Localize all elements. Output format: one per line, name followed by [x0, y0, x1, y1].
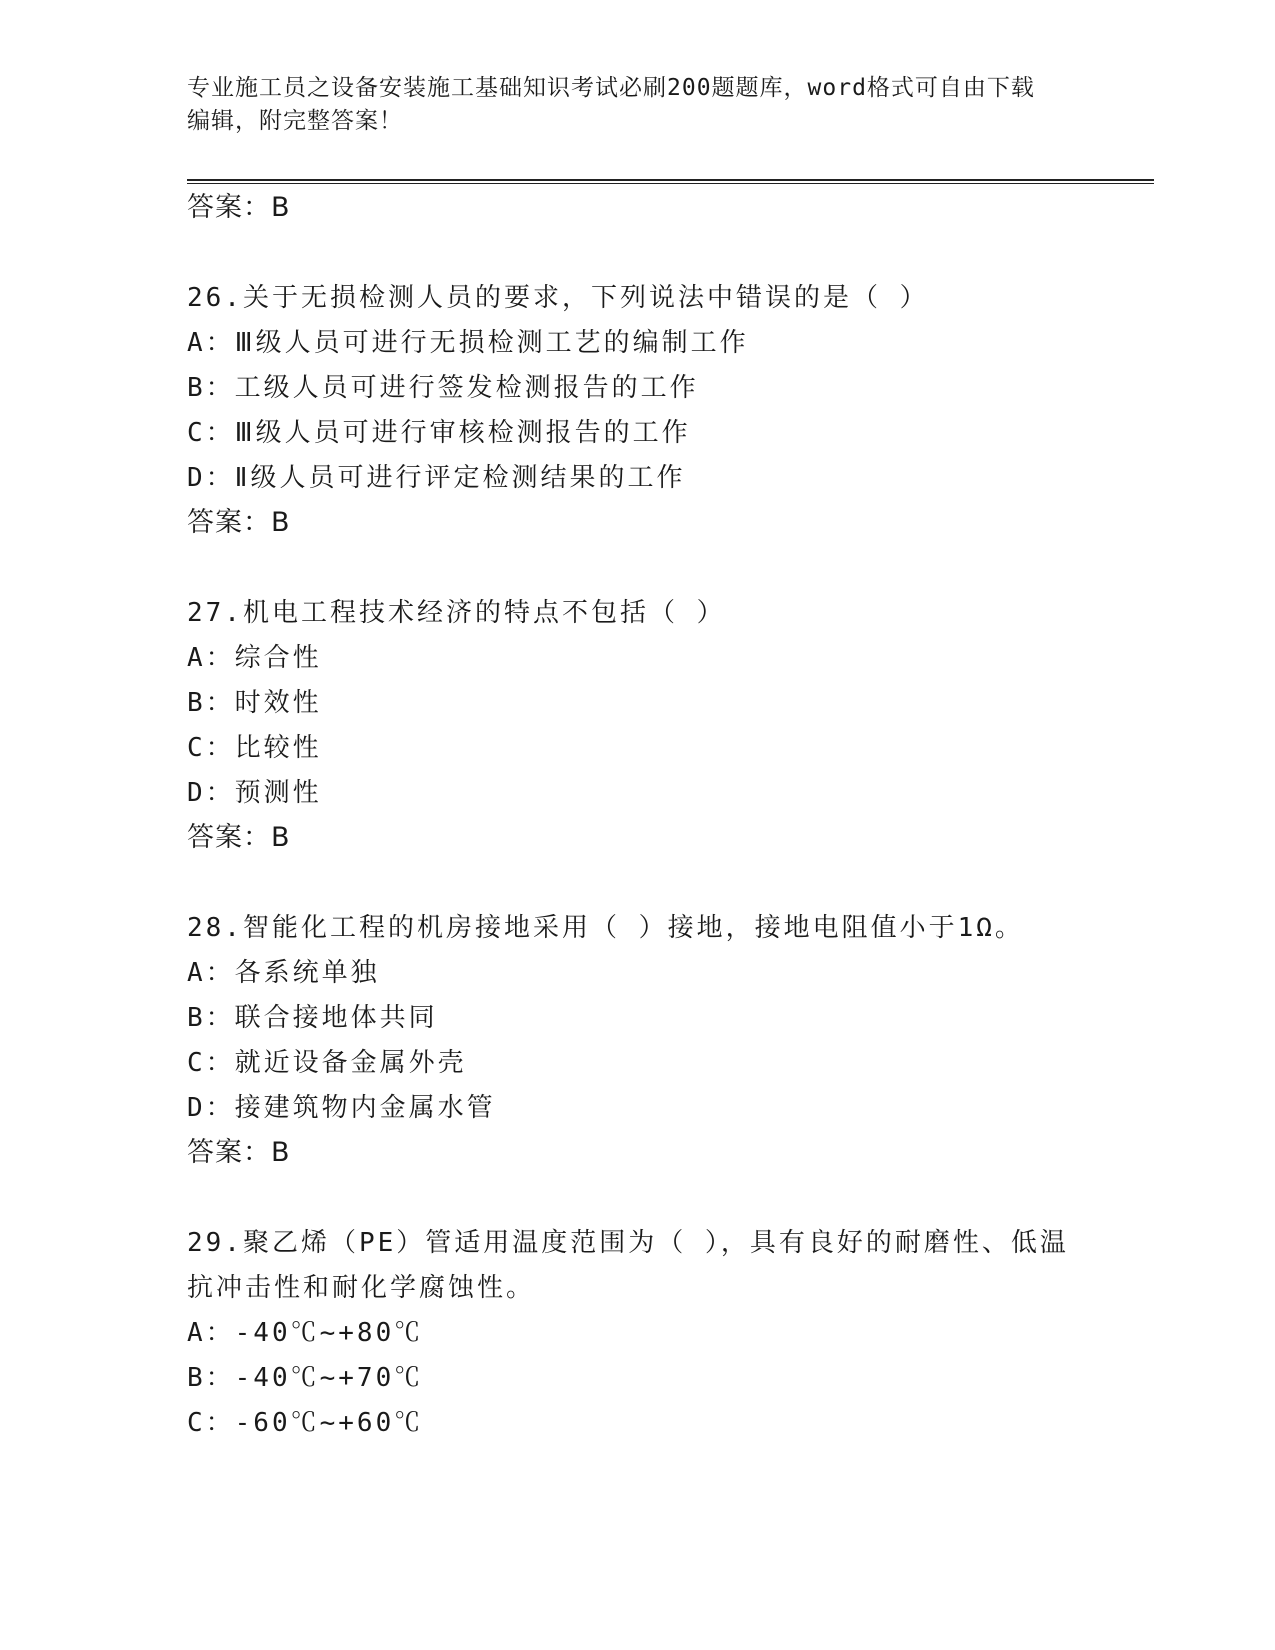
- question-28-answer: 答案：B: [187, 1137, 291, 1168]
- question-29-option-b: B：-40℃~+70℃: [187, 1363, 424, 1393]
- question-27-stem: 27.机电工程技术经济的特点不包括（ ）: [187, 598, 726, 628]
- question-29-option-a: A：-40℃~+80℃: [187, 1318, 424, 1348]
- header-line-2: 编辑，附完整答案！: [187, 108, 403, 134]
- page-header: [187, 72, 1067, 138]
- question-28-option-a: A：各系统单独: [187, 958, 380, 988]
- question-29-option-c: C：-60℃~+60℃: [187, 1408, 424, 1438]
- header-divider: [187, 179, 1154, 181]
- header-divider-thin: [187, 183, 1154, 184]
- question-26-option-b: B：工级人员可进行签发检测报告的工作: [187, 373, 699, 403]
- question-28-stem: 28.智能化工程的机房接地采用（ ）接地，接地电阻值小于1Ω。: [187, 913, 1024, 943]
- question-27-option-c: C：比较性: [187, 733, 322, 763]
- question-27-option-a: A：综合性: [187, 643, 322, 673]
- question-26-option-a: A：Ⅲ级人员可进行无损检测工艺的编制工作: [187, 328, 749, 358]
- question-27-answer: 答案：B: [187, 822, 291, 853]
- question-27-option-b: B：时效性: [187, 688, 322, 718]
- question-26-answer: 答案：B: [187, 507, 291, 538]
- header-line-1: 专业施工员之设备安装施工基础知识考试必刷200题题库，word格式可自由下载: [187, 75, 1035, 101]
- question-28-option-d: D：接建筑物内金属水管: [187, 1093, 496, 1123]
- answer-25: 答案：B: [187, 192, 291, 223]
- question-28-option-b: B：联合接地体共同: [187, 1003, 438, 1033]
- question-26-stem: 26.关于无损检测人员的要求，下列说法中错误的是（ ）: [187, 283, 929, 313]
- question-26-option-d: D：Ⅱ级人员可进行评定检测结果的工作: [187, 463, 686, 493]
- question-26-option-c: C：Ⅲ级人员可进行审核检测报告的工作: [187, 418, 691, 448]
- question-28-option-c: C：就近设备金属外壳: [187, 1048, 467, 1078]
- question-29-stem-line-2: 抗冲击性和耐化学腐蚀性。: [187, 1273, 536, 1303]
- question-27-option-d: D：预测性: [187, 778, 322, 808]
- question-29-stem-line-1: 29.聚乙烯（PE）管适用温度范围为（ ），具有良好的耐磨性、低温: [187, 1228, 1069, 1258]
